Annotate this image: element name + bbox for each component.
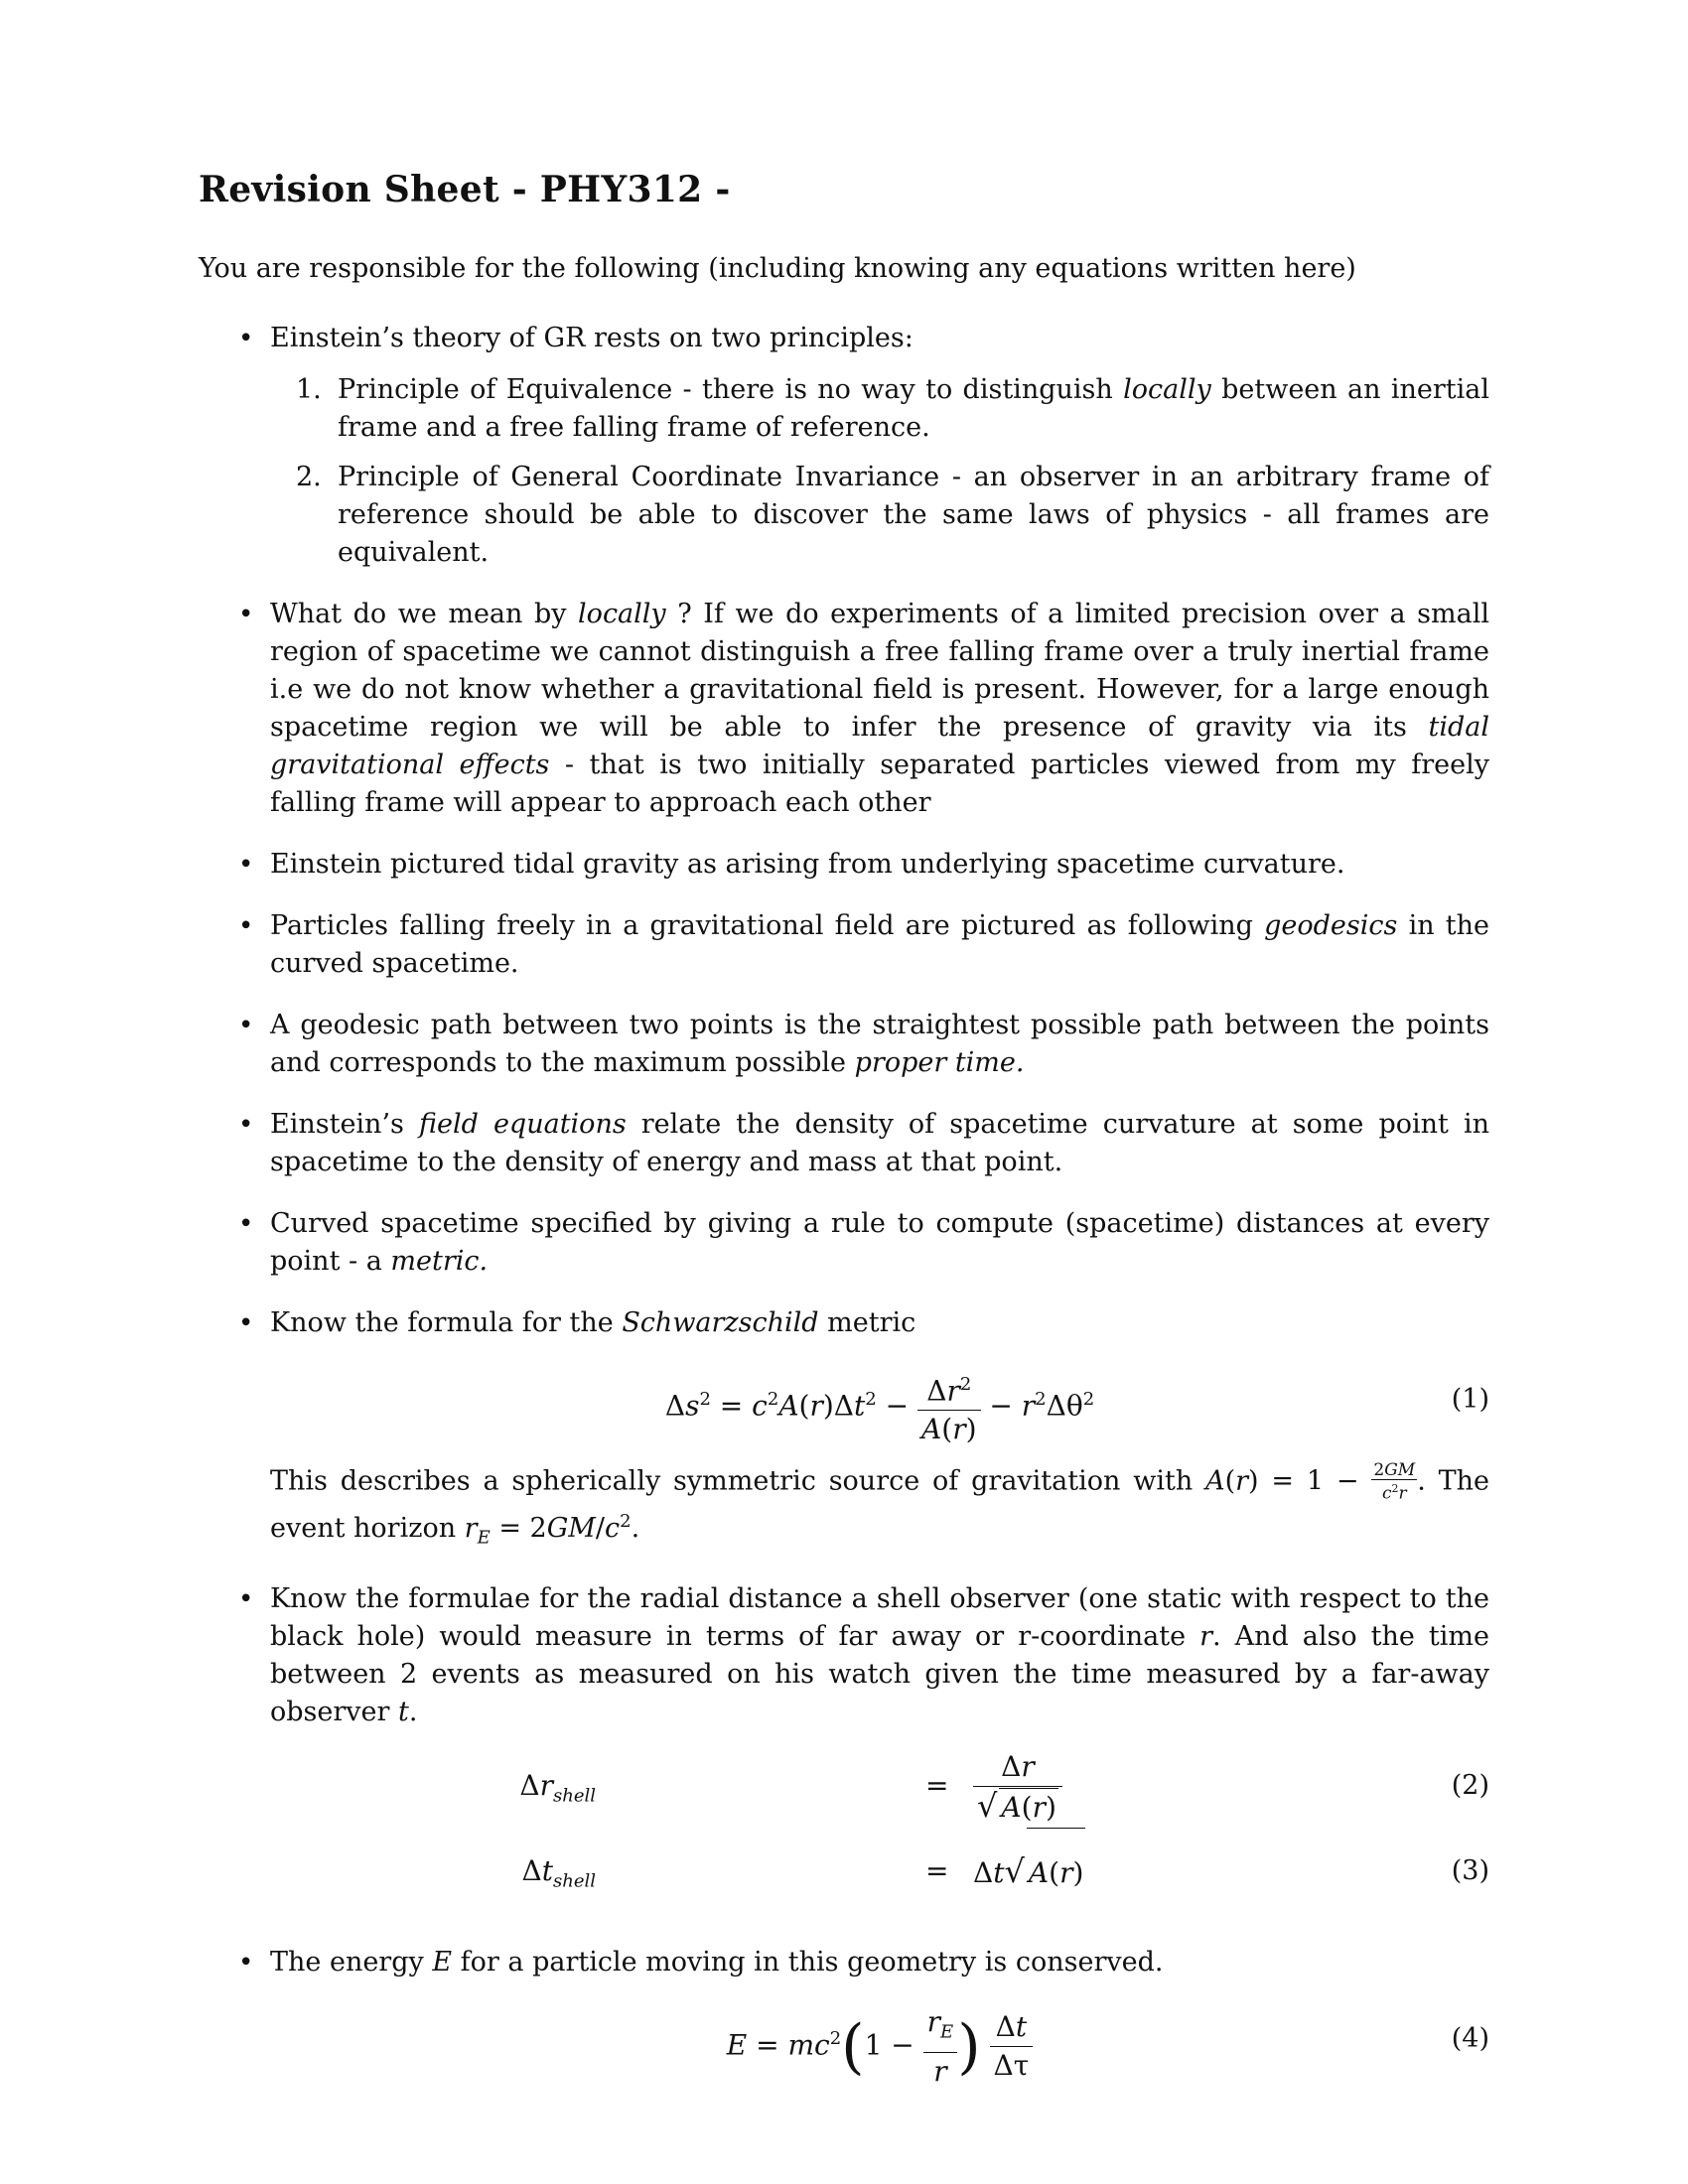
list-item: • Know the formulae for the radial distance a shell observer (one static with respect to the black hole) would measure in terms of far away or r-coordinate r. And also the time between 2 events as measured on his watch given the time measured by a far-away observer t. $\Delta r_{shell}$ = $\frac{\Delta r}{√ A(r)}$ (2) $\Delta t_{shell}$ = Δt√ A(r) (3) — [199, 1580, 1489, 1920]
equation-row — [270, 1827, 1489, 1916]
emphasis: proper time. — [854, 1047, 1025, 1078]
equation-number: (2) — [1451, 1770, 1489, 1802]
text: Einstein’s — [270, 1109, 419, 1140]
fraction: $\frac{\Delta t}{\Delta\tau}$ — [990, 2008, 1034, 2085]
rhs: Δt√ A(r) — [973, 1827, 1085, 1918]
bullet-text: Einstein’s theory of GR rests on two principles: — [270, 323, 914, 353]
fraction: $\frac{\Delta r^2}{A(r)}$ — [917, 1366, 981, 1448]
list-item — [199, 1304, 1489, 1557]
text: Principle of Equivalence - there is no way to distinguish — [338, 374, 1124, 405]
text: Einstein pictured tidal gravity as arising from underlying spacetime curvature. — [270, 849, 1345, 880]
text: Principle of General Coordinate Invariance - an observer in an arbitrary frame of reference should be able to discover the same laws of physics - all frames are equivalent. — [338, 462, 1489, 568]
principles-list — [270, 371, 1489, 572]
text: . — [408, 1697, 418, 1728]
list-item — [199, 1007, 1489, 1082]
list-item — [199, 907, 1489, 983]
emphasis: locally — [578, 599, 666, 629]
equation-array-shell — [270, 1741, 1489, 1920]
text: in the curved spacetime. — [270, 910, 1489, 979]
text: relate the density of spacetime curvature at some point in spacetime to the density of energy and mass at that point. — [270, 1109, 1489, 1177]
equation-body: $\Delta s^2 = c^2A(r)\Delta t^2$ − $\frac{\Delta r^2}{A(r)}$ − $r^2\Delta\theta^2$ — [270, 1352, 1489, 1453]
lhs: $\Delta r_{shell}$ — [519, 1769, 596, 1807]
emphasis: locally — [1123, 374, 1211, 405]
emphasis: field equations — [418, 1109, 627, 1140]
text: for a particle moving in this geometry is conserved. — [452, 1947, 1164, 1979]
equation-number: (3) — [1451, 1855, 1489, 1887]
text: between an inertial frame and a free falling frame of reference. — [338, 374, 1489, 443]
revision-list — [199, 320, 1489, 2087]
list-item — [199, 1106, 1489, 1181]
equation-schwarzschild — [270, 1352, 1489, 1447]
text: Know the formula for the — [270, 1307, 623, 1338]
text: . And also the time between 2 events as measured on his watch given the time measured by a far-away observer — [270, 1621, 1489, 1728]
text: Curved spacetime specified by giving a rule to compute (spacetime) distances at every point - a — [270, 1208, 1489, 1277]
page-title: Revision Sheet - PHY312 - — [199, 169, 731, 210]
item-number: 2. — [296, 462, 322, 492]
equation-note: This describes a spherically symmetric source of gravitation with A(r) = 1 − $\frac{2GM}{c^2r}$ . The event horizon $r_E = 2GM/c^2$. — [270, 1460, 1489, 1549]
equals: = — [925, 1854, 949, 1888]
fraction: $\frac{r_E}{r}$ — [923, 2003, 958, 2091]
text: ? If we do experiments of a limited precision over a small region of spacetime we cannot distinguish a free falling frame over a truly inertial frame i.e we do not know whether a gravitational field is present. However, for a large enough spacetime region we will be able to infer the presence of gravity via its — [270, 599, 1489, 743]
text: What do we mean by — [270, 599, 579, 629]
equation-body: $E = mc^2(1$ − $\frac{r_E}{r}$ ) $\frac{\Delta t}{\Delta\tau}$ — [270, 1991, 1489, 2093]
emphasis: tidal gravitational effects — [270, 712, 1489, 780]
emphasis: Schwarzschild — [622, 1307, 819, 1338]
equals: = — [925, 1769, 949, 1803]
text: metric — [818, 1307, 916, 1338]
equation-number: (4) — [1451, 2023, 1489, 2055]
list-item — [199, 596, 1489, 822]
document-page — [199, 169, 1489, 2111]
text: This describes a spherically symmetric source of gravitation with — [270, 1465, 1206, 1497]
text: The energy — [270, 1947, 433, 1979]
principle-item — [270, 371, 1489, 447]
list-item — [199, 846, 1489, 884]
text: A geodesic path between two points is the straightest possible path between the points and corresponds to the maximum possible — [270, 1010, 1489, 1078]
lhs: $\Delta t_{shell}$ — [521, 1854, 596, 1892]
rhs: $\frac{\Delta r}{√ A(r)}$ — [973, 1741, 1062, 1831]
intro-text: You are responsible for the following (including knowing any equations written here) — [199, 253, 1356, 284]
item-number: 1. — [296, 374, 322, 405]
text: . — [631, 1512, 640, 1544]
equation-row — [270, 1741, 1489, 1831]
emphasis: metric. — [390, 1246, 489, 1277]
equation-number: (1) — [1451, 1384, 1489, 1415]
small-fraction: $\frac{2GM}{c^2r}$ — [1373, 1460, 1416, 1504]
text: Know the formulae for the radial distance a shell observer (one static with respect to the black hole) would measure in terms of far away or r-coordinate — [270, 1583, 1489, 1653]
list-item: • The energy E for a particle moving in this geometry is conserved. $E = mc^2(1$ − $\frac{r_E}{r}$ ) $\frac{\Delta t}{\Delta\tau}$ (4) — [199, 1944, 1489, 2087]
emphasis: geodesics — [1264, 910, 1398, 941]
equation-energy — [270, 1991, 1489, 2087]
list-item — [199, 1205, 1489, 1281]
text: - that is two initially separated particles viewed from my freely falling frame will appear to approach each other — [270, 750, 1489, 818]
principle-item — [270, 459, 1489, 572]
text: Particles falling freely in a gravitational field are pictured as following — [270, 910, 1265, 941]
text: . The event horizon — [270, 1465, 1489, 1544]
list-item — [199, 320, 1489, 572]
